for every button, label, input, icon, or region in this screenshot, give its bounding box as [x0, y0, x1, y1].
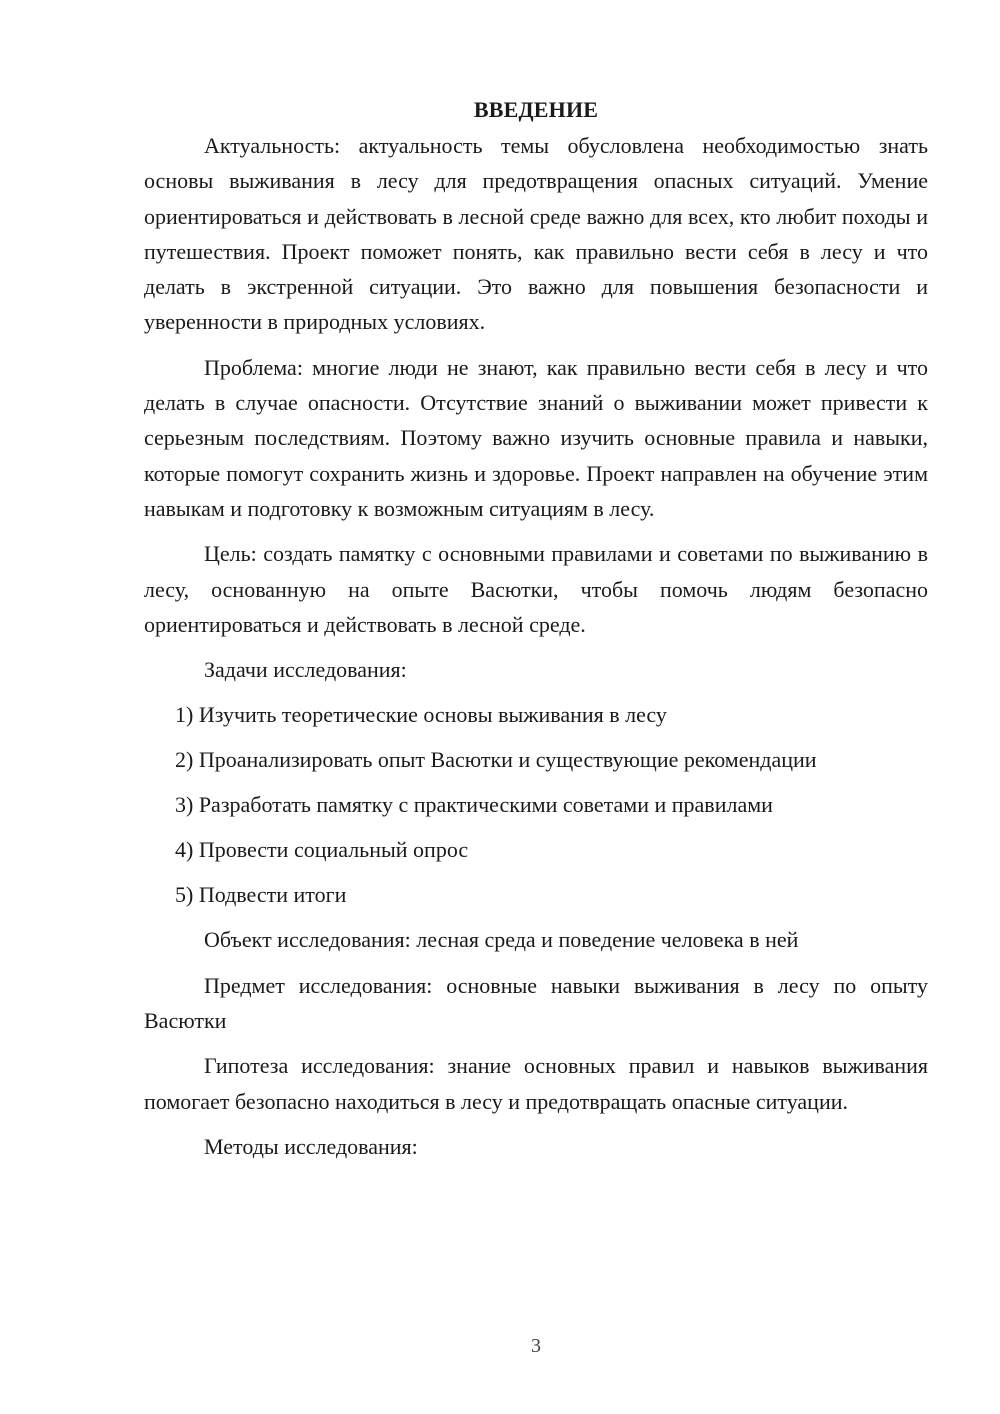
page-number: 3	[531, 1335, 541, 1357]
task-item-3: 3) Разработать памятку с практическими советами и правилами	[175, 792, 773, 818]
task-item-1: 1) Изучить теоретические основы выживания в лесу	[175, 702, 667, 728]
task-item-2: 2) Проанализировать опыт Васютки и существующие рекомендации	[175, 747, 817, 773]
task-item-5: 5) Подвести итоги	[175, 882, 347, 908]
paragraph-hypothesis: Гипотеза исследования: знание основных правил и навыков выживания помогает безопасно находиться в лесу и предотвращать опасные ситуации.	[144, 1053, 928, 1114]
section-title: ВВЕДЕНИЕ	[473, 97, 599, 122]
paragraph-problem: Проблема: многие люди не знают, как правильно вести себя в лесу и что делать в случае опасности. Отсутствие знаний о выживании может привести к серьезным последствиям. Поэтому важно изучить основные правила и навыки, которые помогут сохранить жизнь и здоровье. Проект направлен на обучение этим навыкам и подготовку к возможным ситуациям в лесу.	[144, 354, 928, 521]
paragraph-relevance: Актуальность: актуальность темы обусловлена необходимостью знать основы выживания в лесу для предотвращения опасных ситуаций. Умение ориентироваться и действовать в лесной среде важно для всех, кто любит походы и путешествия. Проект поможет понять, как правильно вести себя в лесу и что делать в экстренной ситуации. Это важно для повышения безопасности и уверенности в природных условиях.	[144, 133, 928, 335]
tasks-heading: Задачи исследования:	[204, 657, 407, 683]
page-content	[144, 94, 928, 1174]
paragraph-object: Объект исследования: лесная среда и поведение человека в ней	[204, 927, 799, 953]
methods-heading: Методы исследования:	[204, 1133, 418, 1159]
tasks-list	[144, 697, 928, 912]
paragraph-goal: Цель: создать памятку с основными правилами и советами по выживанию в лесу, основанную на опыте Васютки, чтобы помочь людям безопасно ориентироваться и действовать в лесной среде.	[144, 541, 928, 637]
task-item-4: 4) Провести социальный опрос	[175, 837, 469, 863]
paragraph-subject: Предмет исследования: основные навыки выживания в лесу по опыту Васютки	[144, 972, 928, 1034]
